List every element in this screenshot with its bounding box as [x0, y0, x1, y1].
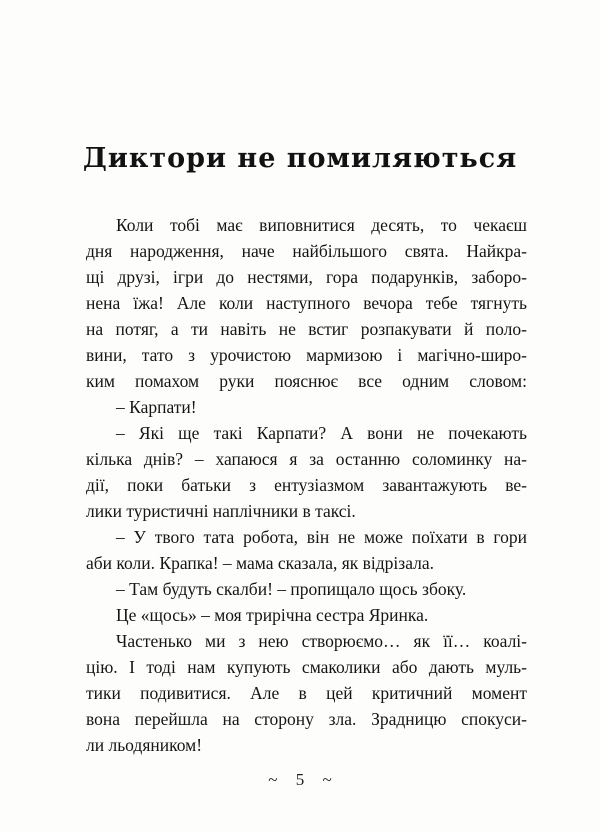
- text-line: аби коли. Крапка! – мама сказала, як відрізала.: [86, 553, 435, 573]
- page-number: 5: [295, 770, 305, 789]
- text-line: – Там будуть скалби! – пропищало щось збоку.: [116, 579, 467, 599]
- text-line: нена їжа! Але коли наступного вечора тебе тягнуть: [86, 293, 527, 313]
- text-line: кілька днів? – хапаюся я за останню соломинку на-: [86, 449, 527, 469]
- text-line: Частенько ми з нею створюємо… як її… коалі-: [116, 631, 527, 651]
- chapter-body: [86, 212, 527, 758]
- text-line: вона перейшла на сторону зла. Зрадницю спокуси-: [86, 709, 527, 729]
- text-line: щі друзі, ігри до нестями, гора подарунків, заборо-: [86, 267, 527, 287]
- text-line: дня народження, наче найбільшого свята. Найкра-: [86, 241, 527, 261]
- text-line: – У твого тата робота, він не може поїхати в гори: [116, 527, 527, 547]
- text-line: вини, тато з урочистою мармизою і магічно-широ-: [86, 345, 527, 365]
- text-line: ли льодяником!: [86, 735, 203, 755]
- page-footer: [0, 770, 600, 790]
- footer-left-ornament: ~: [268, 770, 278, 789]
- text-line: – Які ще такі Карпати? А вони не почекають: [116, 423, 527, 443]
- footer-right-ornament: ~: [322, 770, 332, 789]
- text-line: – Карпати!: [116, 397, 197, 417]
- text-line: цію. І тоді нам купують смаколики або дають муль-: [86, 657, 527, 677]
- text-line: Це «щось» – моя трирічна сестра Яринка.: [116, 605, 429, 625]
- text-line: дії, поки батьки з ентузіазмом завантажують ве-: [86, 475, 527, 495]
- text-line: тики подивитися. Але в цей критичний момент: [86, 683, 527, 703]
- text-line: лики туристичні наплічники в таксі.: [86, 501, 356, 521]
- text-line: ким помахом руки пояснює все одним словом:: [86, 371, 527, 391]
- chapter-title: Диктори не помиляються: [82, 143, 518, 174]
- text-line: на потяг, а ти навіть не встиг розпакувати й поло-: [86, 319, 527, 339]
- text-line: Коли тобі має виповнитися десять, то чекаєш: [116, 215, 527, 235]
